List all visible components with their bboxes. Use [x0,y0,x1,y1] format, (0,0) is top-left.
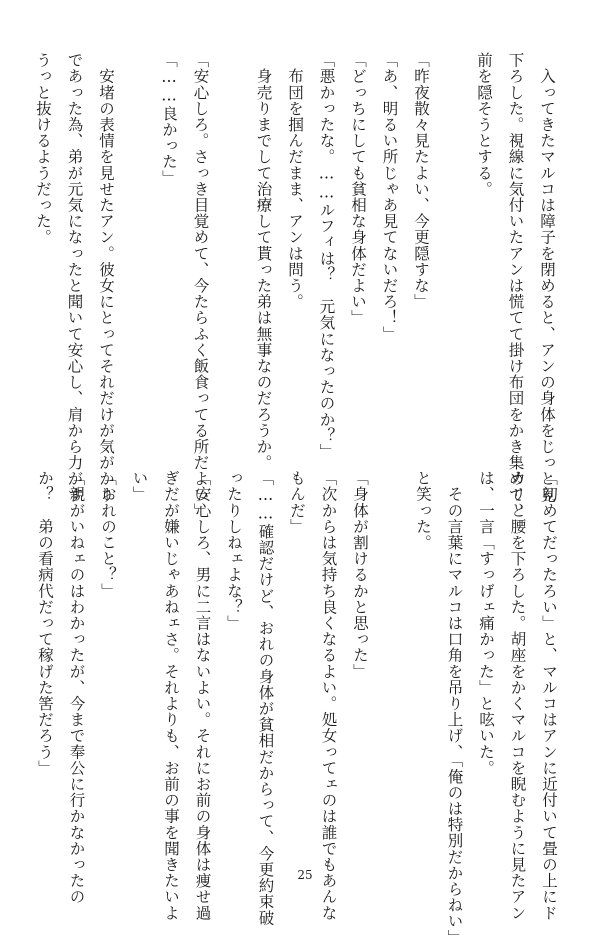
text-line: ぎだが嫌いじゃあねェさ。それよりも、お前の事を聞きたいよ [162,470,180,921]
text-line: 身売りまでして治療して貰った弟は無事なのだろうか。 [254,52,273,471]
text-line: カリと腰を下ろした。胡座をかくマルコを睨むように見たアン [508,470,527,921]
text-line: うっと抜けるようだった。 [34,52,52,246]
text-line: い」 [130,470,149,503]
text-line: 「あ、明るい所じゃあ見てないだろ！」 [380,52,399,342]
text-line: 「安心しろ、男に二言はないよい。それにお前の身体は痩せ過 [193,470,212,921]
text-line: 「親がいねェのはわかったが、今まで奉公に行かなかったの [67,470,86,905]
text-line: 「次からは気持ち良くなるよい。処女ってェのは誰でもあんな [319,470,338,921]
text-line: 「身体が割けるかと思った」 [351,470,369,680]
text-line: 「……確認だけど、おれの身体が貧相だからって、今更約束破 [256,470,275,926]
text-line: 「悪かったな。……ルフィは？ 元気になったのか？」 [317,52,336,460]
text-line: 「おれのこと？」 [99,470,117,599]
text-line: ったりしねェよな？」 [225,470,243,631]
text-line: 入ってきたマルコは障子を閉めると、アンの身体をじっと見 [538,52,556,503]
text-line [375,470,407,866]
text-line: 「初めてだったろい」と、マルコはアンに近付いて畳の上にド [540,470,558,921]
text-line [436,52,468,442]
text-line: 「安心しろ。さっき目覚めて、今たらふく飯食ってる所だよい」 [191,52,210,519]
text-line: か？ 弟の看病代だって稼げた筈だろう」 [36,470,54,776]
text-line: は、一言「すっげェ痛かった」と呟いた。 [477,470,495,776]
text-line [216,52,248,442]
text-line: もんだ」 [288,470,306,535]
text-line: 「どっちにしても貧相な身体だよい」 [349,52,367,326]
text-line: 「昨夜散々見たよい、今更隠すな」 [412,52,430,310]
text-line: その言葉にマルコは口角を吊り上げ、「俺のは特別だからねい」 [445,470,464,945]
text-line [0,52,27,442]
text-line: 布団を掴んだまま、アンは問う。 [286,52,304,310]
text-line: 安堵の表情を見せたアン。彼女にとってそれだけが気がかり [97,52,115,503]
text-line: と笑った。 [414,470,432,551]
page-number: 25 [297,868,313,882]
text-line [0,470,29,866]
text-line: であった為、弟が元気になったと聞いて安心し、肩から力がす [65,52,84,503]
text-line [121,52,153,442]
text-line: 「……良かった」 [160,52,178,186]
text-line: 下ろした。視線に気付いたアンは慌てて掛け布団をかき集めて、 [506,52,525,519]
text-line: 前を隠そうとする。 [475,52,493,197]
